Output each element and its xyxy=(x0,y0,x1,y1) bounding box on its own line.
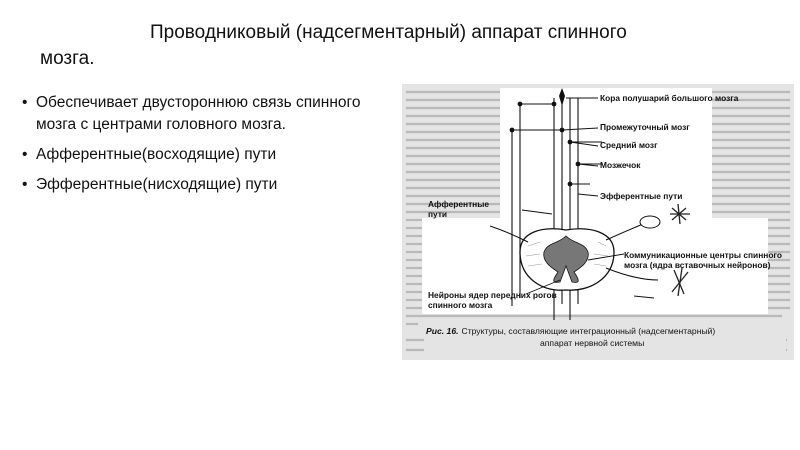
label-centers-line-2: мозга (ядра вставочных нейронов) xyxy=(624,260,771,270)
slide-title-line-1: Проводниковый (надсегментарный) аппарат спинного xyxy=(150,22,627,43)
figure-caption-line-2: аппарат нервной системы xyxy=(540,338,645,348)
label-neurons-line-1: Нейроны ядер передних рогов xyxy=(428,290,557,300)
label-centers-line-1: Коммуникационные центры спинного xyxy=(624,250,782,260)
label-efferent-pathways: Эфферентные пути xyxy=(600,191,683,201)
label-afferent-line-2: пути xyxy=(428,209,448,219)
bullet-list xyxy=(22,92,382,204)
label-neurons-line-2: спинного мозга xyxy=(428,300,493,310)
spinal-cord-figure xyxy=(402,84,794,360)
label-afferent-line-1: Афферентные xyxy=(428,199,490,209)
slide-title xyxy=(40,20,760,72)
bullet-item-connection: • Обеспечивает двустороннюю связь спинного мозга с центрами головного мозга. xyxy=(22,92,382,136)
label-cortex: Кора полушарий большого мозга xyxy=(600,93,739,103)
neuron-body-icon xyxy=(510,128,515,133)
bullet-item-afferent: • Афферентные(восходящие) пути xyxy=(22,144,382,166)
neuron-body-icon xyxy=(552,102,557,107)
figure-caption-text-1: Структуры, составляющие интеграционный (надсегментарный) xyxy=(461,326,716,336)
figure-caption-prefix: Рис. 16. xyxy=(426,326,459,336)
figure-caption-line-1 xyxy=(426,326,715,336)
label-diencephalon: Промежуточный мозг xyxy=(600,122,690,132)
label-midbrain: Средний мозг xyxy=(600,140,658,150)
spinal-cord-section-icon xyxy=(520,229,614,290)
neuron-body-icon xyxy=(568,182,573,187)
slide-title-line-2: мозга. xyxy=(40,48,95,69)
bullet-item-efferent: • Эфферентные(нисходящие) пути xyxy=(22,174,382,196)
neuron-body-icon xyxy=(518,102,523,107)
label-cerebellum: Мозжечок xyxy=(600,160,641,170)
diagram-drawing xyxy=(402,84,794,360)
